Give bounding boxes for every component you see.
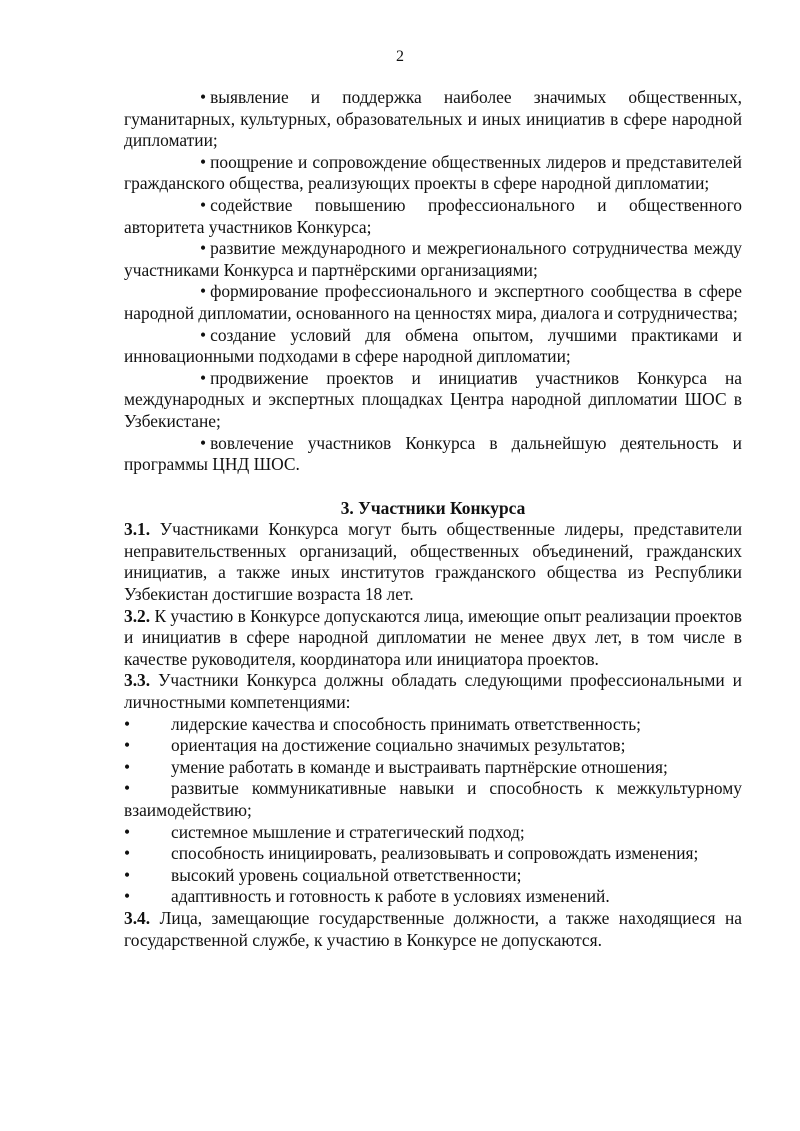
bullet-icon: • (124, 886, 131, 907)
competency-item: • лидерские качества и способность принимать ответственность; (124, 713, 641, 734)
competencies-list (124, 714, 742, 908)
bullet-icon: • (124, 713, 131, 734)
goal-item: • вовлечение участников Конкурса в дальнейшую деятельность и программы ЦНД ШОС. (124, 432, 742, 475)
competency-item: • системное мышление и стратегический подход; (124, 821, 525, 842)
bullet-icon: • (124, 843, 131, 864)
bullet-icon: • (124, 864, 131, 885)
bullet-icon: • (200, 87, 207, 107)
goal-item: • развитие международного и межрегионального сотрудничества между участниками Конкурса и партнёрскими организациями; (124, 238, 742, 280)
competency-item: • способность инициировать, реализовывать и сопровождать изменения; (124, 843, 699, 864)
bullet-icon: • (200, 151, 207, 172)
document-body (124, 87, 742, 951)
bullet-icon: • (124, 821, 131, 842)
clause-number: 3.4. (124, 907, 151, 928)
goal-item: • выявление и поддержка наиболее значимых общественных, гуманитарных, культурных, образовательных и иных инициатив в сфере народной дипломатии; (124, 87, 742, 151)
clause-number: 3.3. (124, 670, 151, 691)
goal-item: • поощрение и сопровождение общественных лидеров и представителей гражданского общества, реализующих проекты в сфере народной дипломатии; (124, 151, 742, 194)
clause-3-2: 3.2. К участию в Конкурсе допускаются лица, имеющие опыт реализации проектов и инициатив в сфере народной дипломатии не менее двух лет, в том числе в качестве руководителя, координатора или инициатора проектов. (124, 605, 742, 669)
clause-3-3: 3.3. Участники Конкурса должны обладать следующими профессиональными и личностными компетенциями: (124, 670, 742, 713)
competency-item: • адаптивность и готовность к работе в условиях изменений. (124, 886, 610, 907)
bullet-icon: • (200, 432, 207, 453)
competency-item: • высокий уровень социальной ответственности; (124, 864, 522, 885)
clause-number: 3.1. (124, 519, 151, 540)
goal-item: • продвижение проектов и инициатив участников Конкурса на международных и экспертных площадках Центра народной дипломатии ШОС в Узбекистане; (124, 367, 742, 431)
bullet-icon: • (124, 735, 131, 756)
bullet-icon: • (200, 367, 207, 388)
clause-number: 3.2. (124, 605, 151, 626)
goal-item: • создание условий для обмена опытом, лучшими практиками и инновационными подходами в сфере народной дипломатии; (124, 324, 742, 367)
section-title: 3. Участники Конкурса (340, 497, 526, 518)
bullet-icon: • (200, 194, 207, 215)
clause-3-4: 3.4. Лица, замещающие государственные должности, а также находящиеся на государственной службе, к участию в Конкурсе не допускаются. (124, 907, 742, 950)
bullet-icon: • (124, 778, 131, 799)
clause-3-1: 3.1. Участниками Конкурса могут быть общественные лидеры, представители неправительственных организаций, общественных объединений, гражданских инициатив, а также иных институтов гражданского общества из Республики Узбекистан достигшие возраста 18 лет. (124, 519, 742, 605)
competency-item: • развитые коммуникативные навыки и способность к межкультурному взаимодействию; (124, 778, 742, 820)
bullet-icon: • (200, 281, 207, 302)
competency-item: • умение работать в команде и выстраивать партнёрские отношения; (124, 756, 668, 777)
page-number: 2 (396, 48, 404, 65)
bullet-icon: • (200, 238, 207, 259)
goal-item: • формирование профессионального и экспертного сообщества в сфере народной дипломатии, основанного на ценностях мира, диалога и сотрудничества; (124, 281, 742, 323)
goal-item: • содействие повышению профессионального и общественного авторитета участников Конкурса; (124, 194, 742, 237)
bullet-icon: • (124, 756, 131, 777)
goals-list (124, 87, 742, 476)
bullet-icon: • (200, 324, 207, 345)
competency-item: • ориентация на достижение социально значимых результатов; (124, 735, 626, 756)
